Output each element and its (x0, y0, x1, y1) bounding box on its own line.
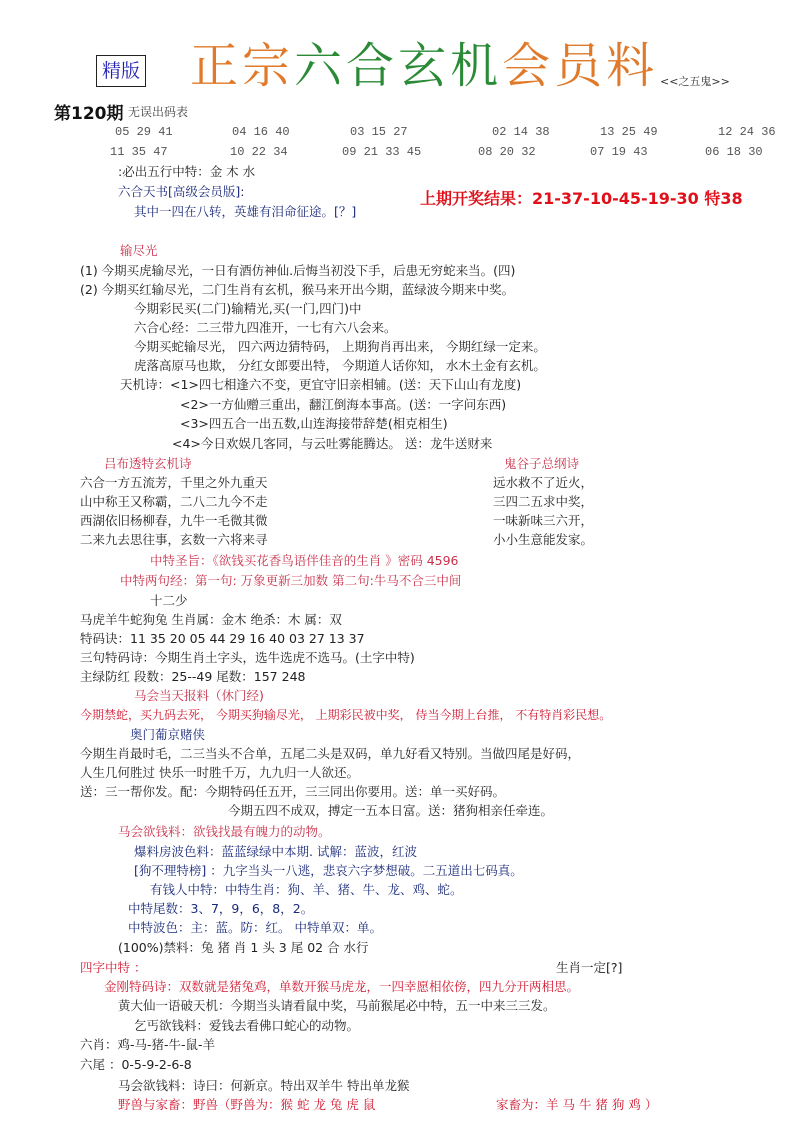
text-line: 六肖：鸡-马-猪-牛-鼠-羊 (80, 1037, 216, 1052)
text-line: 马虎羊牛蛇狗兔 生肖属：金木 绝杀：木 属：双 (80, 612, 342, 627)
issue-subtitle: 无误出码表 (128, 105, 189, 119)
text-line: 天机诗：<1>四七相逢六不变，更宜守旧亲相辅。(送：天下山山有龙度) (120, 377, 522, 392)
number-cell: 13 25 49 (600, 125, 658, 139)
title-char: 料 (606, 38, 659, 94)
poem-line: 一味新味三六开， (493, 513, 594, 528)
title-char: 宗 (242, 38, 295, 94)
text-line: 黄大仙一语破天机：今期当头请看鼠中奖，马前猴尾必中特，五一中来三三发。 (118, 998, 556, 1013)
number-cell: 03 15 27 (350, 125, 408, 139)
title-char: 六 (294, 38, 347, 94)
text-line: 三句特码诗：今期生肖土字头，选牛选虎不选马。(土字中特) (80, 650, 415, 665)
text-line: (1) 今期买虎输尽光，一日有酒仿神仙.后悔当初没下手，后患无穷蛇来当。(四) (80, 263, 516, 278)
text-line: 今期生肖最时毛，二三当头不合单，五尾二头是双码，单九好看又特别。当做四尾是好码， (80, 746, 581, 761)
text-line: 主绿防红 段数：25--49 尾数：157 248 (80, 669, 306, 684)
text-line: 四字中特 ： (80, 960, 147, 975)
number-cell: 12 24 36 (718, 125, 776, 139)
number-cell: 11 35 47 (110, 145, 168, 159)
text-line: 十二少 (150, 593, 188, 608)
number-cell: 09 21 33 45 (342, 145, 422, 159)
text-line: 特码诀：11 35 20 05 44 29 16 40 03 27 13 37 (80, 631, 365, 646)
page-title (190, 36, 658, 96)
title-char: 合 (346, 38, 399, 94)
edition-badge-text: 精版 (101, 60, 140, 82)
issue-number: 第120期 (54, 104, 124, 124)
poem-line: 三四二五求中奖， (493, 494, 594, 509)
text-line: 今期彩民买(二门)输精光,买(一门,四门)中 (134, 301, 362, 316)
text-line: 人生几何胜过 快乐一时胜千万，九九归一人欲还。 (80, 765, 359, 780)
last-draw-result: 上期开奖结果：21-37-10-45-19-30 特38 (420, 189, 743, 208)
text-line: 爆料房波色料：蓝蓝绿绿中本期. 试解：蓝波，红波 (134, 844, 417, 859)
text-line: 今期五四不成双，搏定一五本日富。送：猪狗相亲任牵连。 (228, 803, 554, 818)
text-line: 中特波色：主：蓝。防：红。 中特单双：单。 (128, 920, 382, 935)
text-line: 中特圣旨：《欲钱买花香鸟语伴佳音的生肖 》密码 4596 (150, 553, 459, 568)
poem-line: 西湖依旧杨柳春，九牛一毛微其微 (80, 513, 268, 528)
text-line: 虎落高原马也欺， 分红女郎要出特， 今期道人话你知， 水木土金有玄机。 (134, 358, 546, 373)
text-line: 六合心经：二三带九四准开，一七有六八会来。 (134, 320, 397, 335)
poem-line: 小小生意能发家。 (493, 532, 594, 547)
text-line: [狗不理特榜] ：九字当头一八逃，悲哀六字梦想破。二五道出七码真。 (134, 863, 523, 878)
title-char: 员 (554, 38, 607, 94)
text-line: <2>一方仙赠三重出，翻江倒海本事高。(送：一字问东西) (180, 397, 507, 412)
text-line: 今期买蛇输尽光， 四六两边猜特码， 上期狗肖再出来， 今期红绿一定来。 (134, 339, 546, 354)
text-line: (2) 今期买红输尽光，二门生肖有玄机，猴马来开出今期，蓝绿波今期来中奖。 (80, 282, 515, 297)
poem-line: 二来九去思往事，玄数一六将来寻 (80, 532, 268, 547)
text-line: 野兽与家畜：野兽（野兽为：猴 蛇 龙 兔 虎 鼠 (118, 1097, 376, 1112)
text-line: 乞丐欲钱料：爱钱去看佛口蛇心的动物。 (134, 1018, 360, 1033)
poem-line: 山中称王又称霸，二八二九今不走 (80, 494, 268, 509)
section-title: 吕布透特玄机诗 (104, 456, 192, 471)
text-line: 金刚特码诗：双数就是猪兔鸡，单数开猴马虎龙，一四幸愿相依傍，四九分开两相思。 (104, 979, 580, 994)
poem-line: 远水救不了近火， (493, 475, 594, 490)
text-line: 有钱人中特：中特生肖：狗、羊、猪、牛、龙、鸡、蛇。 (150, 882, 463, 897)
author-signature: <<之五鬼>> (660, 75, 730, 88)
title-char: 正 (190, 38, 243, 94)
number-cell: 05 29 41 (115, 125, 173, 139)
text-line: 今期禁蛇，买九码去死， 今期买狗输尽光， 上期彩民被中奖， 侍当今期上台推， 不有特肖彩民想。 (80, 708, 612, 722)
tianshu-heading: 六合天书[高级会员版]: (118, 184, 245, 199)
text-line: 中特两句经：第一句: 万象更新三加数 第二句:牛马不合三中间 (120, 573, 462, 588)
text-line: 送：三一帮你发。配：今期特码任五开，三三同出你要用。送：单一买好码。 (80, 784, 506, 799)
title-char: 机 (450, 38, 503, 94)
text-line: 马会欲钱料：欲钱找最有魄力的动物。 (118, 824, 331, 839)
section-title: 奥门葡京赌侠 (130, 727, 206, 742)
number-cell: 04 16 40 (232, 125, 290, 139)
text-line: 六尾 ：0-5-9-2-6-8 (80, 1057, 192, 1072)
text-line: 马会欲钱料：诗曰：何新京。特出双羊牛 特出单龙猴 (118, 1078, 410, 1093)
text-line: <3>四五合一出五数,山连海接带辞楚(相克相生) (180, 416, 448, 431)
text-line: (100%)禁料：兔 猪 肖 1 头 3 尾 02 合 水行 (118, 940, 369, 955)
text-line: <4>今日欢娱几客同，与云吐雾能腾达。 送：龙牛送财来 (172, 436, 493, 451)
text-line: 中特尾数：3、7，9，6，8，2。 (128, 901, 314, 916)
number-cell: 06 18 30 (705, 145, 763, 159)
number-cell: 07 19 43 (590, 145, 648, 159)
text-line: 家畜为：羊 马 牛 猪 狗 鸡 ） (496, 1097, 658, 1112)
number-cell: 10 22 34 (230, 145, 288, 159)
wuxing-line: :必出五行中特：金 木 水 (118, 164, 256, 179)
text-line: 生肖一定[?] (556, 960, 623, 975)
title-char: 会 (502, 38, 555, 94)
title-char: 玄 (398, 38, 451, 94)
poem-line: 六合一方五流芳，千里之外九重天 (80, 475, 268, 490)
edition-badge (96, 55, 146, 87)
tianshu-text: 其中一四在八转，英雄有泪命征途。[？] (134, 204, 357, 219)
number-cell: 08 20 32 (478, 145, 536, 159)
section-title: 鬼谷子总纲诗 (504, 456, 580, 471)
section-title: 输尽光 (120, 243, 158, 258)
section-title: 马会当天报料（休门经) (134, 688, 264, 703)
number-cell: 02 14 38 (492, 125, 550, 139)
